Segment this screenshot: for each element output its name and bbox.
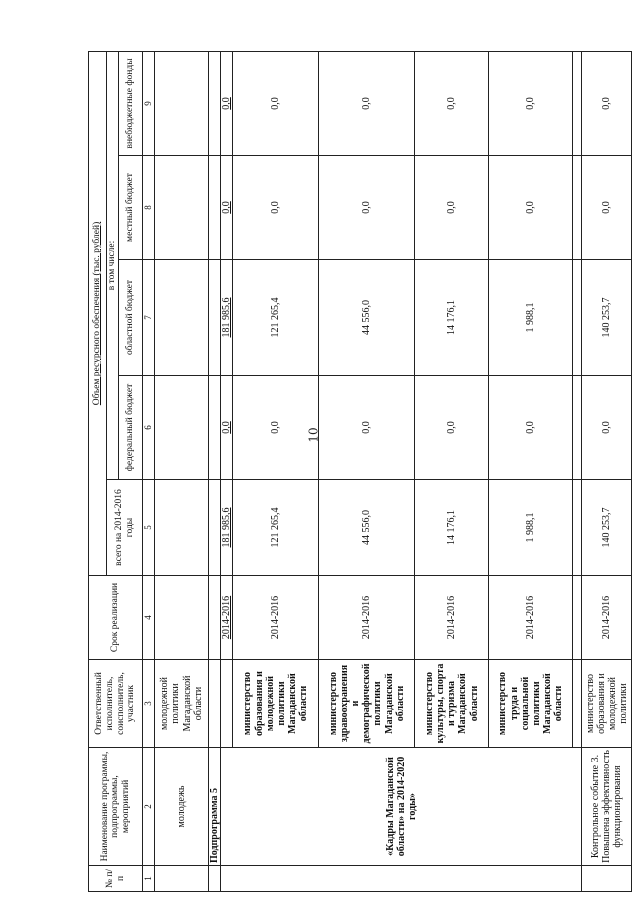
row-responsible: министерство культуры, спорта и туризма Магаданской области [415,660,489,748]
cell-name: молодежь [155,748,209,866]
row-federal: 0,0 [415,376,489,480]
program-total-extra: 0,0 [221,51,233,155]
budget-table [88,51,632,892]
page-number: 10 [306,427,321,443]
row-regional: 14 176,1 [415,260,489,376]
header-term: Срок реализации [89,576,143,660]
program-total-term: 2014-2016 [221,576,233,660]
row-local: 0,0 [233,156,319,260]
col-index-5: 5 [143,480,155,576]
row-term: 2014-2016 [489,576,573,660]
header-local: местный бюджет [119,156,143,260]
header-row-1 [89,51,107,891]
cell-responsible: молодежной политики Магаданской области [155,660,209,748]
row-responsible: министерство труда и социальной политики Магаданской области [489,660,573,748]
header-regional: областной бюджет [119,260,143,376]
row-responsible: министерство здравоохранения и демографической политики Магаданской области [319,660,415,748]
event-name: Контрольное событие 3. Повышена эффективность функционирования [582,748,632,866]
col-index-3: 3 [143,660,155,748]
subprogram-row [209,51,221,891]
col-index-8: 8 [143,156,155,260]
row-extra: 0,0 [489,51,573,155]
col-index-4: 4 [143,576,155,660]
row-regional: 1 988,1 [489,260,573,376]
row-term: 2014-2016 [415,576,489,660]
event-responsible: министерство образования и молодежной политики [582,660,632,748]
subprogram-label: Подпрограмма 5 [209,748,221,866]
row-local: 0,0 [415,156,489,260]
col-index-1: 1 [143,866,155,892]
col-index-6: 6 [143,376,155,480]
cell-num [155,866,209,892]
row-total: 44 556,0 [319,480,415,576]
row-local: 0,0 [489,156,573,260]
budget-table-container [88,52,630,892]
col-index-7: 7 [143,260,155,376]
program-total-local: 0,0 [221,156,233,260]
row-regional: 121 265,4 [233,260,319,376]
row-extra: 0,0 [319,51,415,155]
event-federal: 0,0 [582,376,632,480]
header-total: всего на 2014-2016 годы [107,480,143,576]
event-row [582,51,632,891]
event-term: 2014-2016 [582,576,632,660]
row-total: 1 988,1 [489,480,573,576]
event-extra: 0,0 [582,51,632,155]
header-num: № п/п [89,866,143,892]
row-federal: 0,0 [233,376,319,480]
column-index-row [143,51,155,891]
program-total-regional: 181 985,6 [221,260,233,376]
header-including: в том числе: [107,51,119,479]
header-volume: Объем ресурсного обеспечения (тыс. рублей) [89,51,107,575]
row-federal: 0,0 [489,376,573,480]
row-term: 2014-2016 [233,576,319,660]
row-total: 14 176,1 [415,480,489,576]
event-local: 0,0 [582,156,632,260]
col-index-9: 9 [143,51,155,155]
header-name: Наименование программы, подпрограммы, мероприятий [89,748,143,866]
program-total-federal: 0,0 [221,376,233,480]
table-row-continued [155,51,209,891]
program-total-sum: 181 985,6 [221,480,233,576]
event-total: 140 253,7 [582,480,632,576]
row-responsible: министерство образования и молодежной политики Магаданской области [233,660,319,748]
header-extra: внебюджетные фонды [119,51,143,155]
col-index-2: 2 [143,748,155,866]
row-total: 121 265,4 [233,480,319,576]
row-term: 2014-2016 [319,576,415,660]
row-extra: 0,0 [233,51,319,155]
header-federal: федеральный бюджет [119,376,143,480]
row-federal: 0,0 [319,376,415,480]
row-regional: 44 556,0 [319,260,415,376]
row-local: 0,0 [319,156,415,260]
row-extra: 0,0 [415,51,489,155]
event-regional: 140 253,7 [582,260,632,376]
program-total-row [221,51,233,891]
header-responsible: Ответственный исполнитель, соисполнитель, участник [89,660,143,748]
program-name: «Кадры Магаданской области» на 2014-2020 годы» [221,748,582,866]
